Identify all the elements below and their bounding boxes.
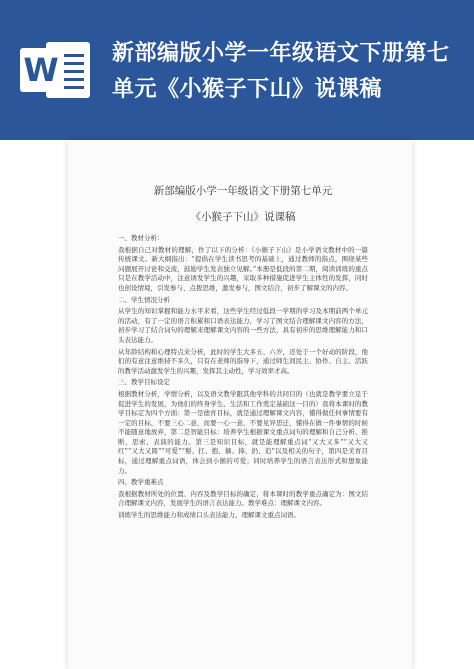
paragraph-teaching-goals: 根据教材分析，学情分析，以及语文教学跟其他学科的共同目的（也就是教学要立足于促进学生的发展，为他们的终身学生、生活和工作奠定基础这一目的）我将本课时的教学目标定为四个方面：第一是德育目标，就是通过理解课文内容，懂得做任何事情要有一定的目标，不要三心二意，而要一心一意，不要见异思迁，懂得在做一件事情的时候不能随意地放弃，第二是智能目标：培养学生根据课文重点词句的理解和自己分析、推断、思索、表演的能力。第三是知识目标，就是能理解重点词“又大又多”“又大又红”“又大又圆”“可爱”“掰、扛、抱、摘、捧、扔、追”以及相关的句子，第四是美育目标，通过理解重点词语，体会到小猴的可爱；同时培养学生的语言表达形式和想象能力。 [118,389,368,475]
document-subtitle: 《小猴子下山》说课稿 [190,211,296,223]
word-icon-letter: W [20,48,62,92]
section-heading-teaching-goals: 三、教学目标设定 [118,378,170,387]
paragraph-difficulties: 训练学生的思维能力和成绩口头表达能力，理解课文重点词语。 [118,511,300,520]
section-heading-key-points: 四、教学重难点 [118,478,164,487]
word-document-icon [20,38,94,102]
document-body [118,184,368,523]
document-title: 新部编版小学一年级语文下册第七单元 [153,185,333,197]
paragraph-student-knowledge: 从学生的知识掌握和能力水平来看，这些学生经过低段一学期的学习及本期前两个单元的活动，有了一定的语言积累和口语表达能力，学习了图文结合理解课文内容的方法，初步学习了结合词句的理解来理解课文内容的一些方法，具有初步的思维理解能力和口头表达能力。 [118,307,368,344]
section-heading-student-analysis: 二、学生情况分析 [118,295,170,304]
paragraph-textbook-analysis: 我根据自己对教材的理解，作了以下的分析：《小猴子下山》是小学语文教材中的一篇传统课文。新大纲指出：“提倡在学生读书思考的基础上，通过教师的指点，围绕某些问题展开讨论和交流，鼓励学生发表独立见解。”本册是低段的第二期，阅读训练的重点只是在教学活动中，注意诱发学生的兴趣，采取多种措施促进学生主体性的发挥，同时也创设情境，引发参与、点拨思维，激发参与，图文结合，初步了解课文的内容。 [118,245,368,292]
banner-title: 新部编版小学一年级语文下册第七单元《小猴子下山》说课稿 [112,41,450,102]
section-heading-textbook-analysis: 一、教材分析： [118,234,164,242]
document-preview-page [68,140,412,669]
header-banner [0,0,474,140]
paragraph-key-points: 我根据教材所处的位置、内容及教学目标的确定，将本课时的教学重点确定为：图文结合理解课文内容，发展学生的语言表达能力。教学难点：理解课文内容。 [118,489,368,508]
paragraph-student-age: 从年龄结构和心理特点来分析，此时的学生大多五、六岁，还处于一个好动的阶段，他们的有意注意维持不多久，只有在老师的指导下，通过师生间民主、协作、自主、活跃的教学活动激发学生的兴趣，发挥其主动性，学习效率才高。 [118,347,368,375]
